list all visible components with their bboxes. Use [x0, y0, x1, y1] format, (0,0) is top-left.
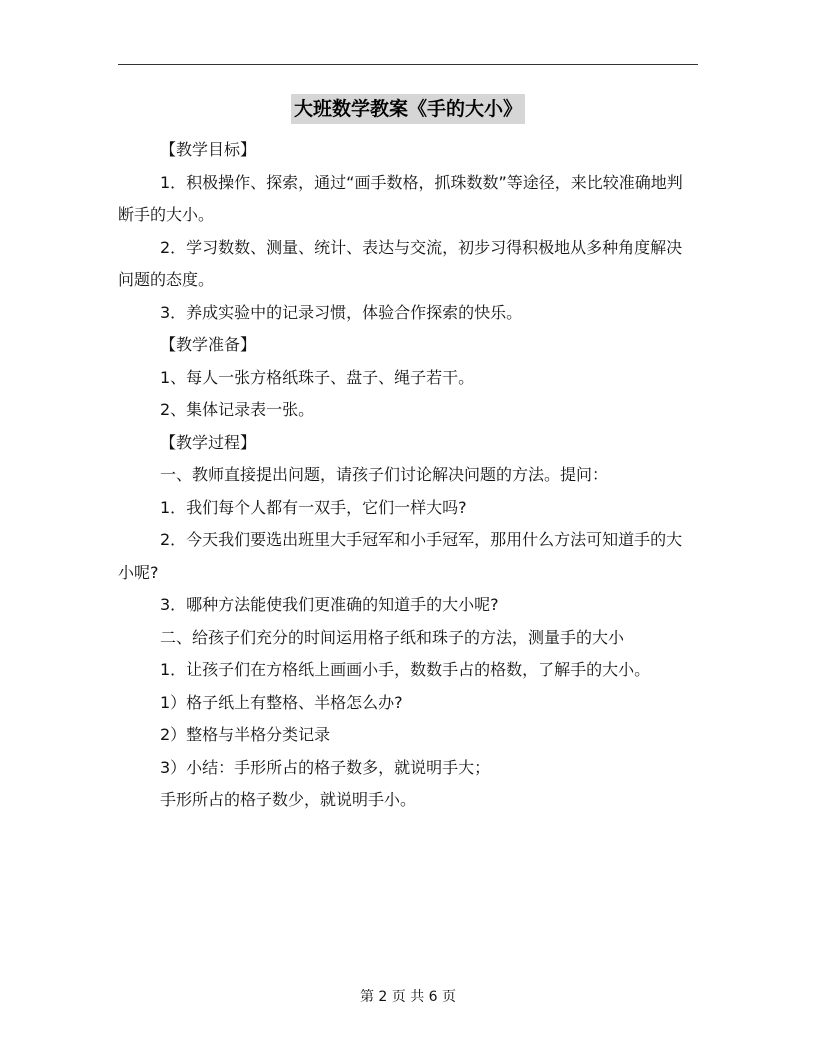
paragraph: 1、每人一张方格纸珠子、盘子、绳子若干。 — [160, 367, 475, 387]
paragraph: 3．哪种方法能使我们更准确的知道手的大小呢? — [160, 595, 499, 614]
document-body — [118, 134, 698, 817]
paragraph: 1）格子纸上有整格、半格怎么办? — [160, 692, 403, 712]
page-footer — [0, 986, 816, 1008]
document-title: 大班数学教案《手的大小》 — [291, 94, 525, 124]
paragraph: 3）小结：手形所占的格子数多，就说明手大； — [160, 757, 491, 777]
paragraph: 1．积极操作、探索，通过“画手数格，抓珠数数”等途径，来比较准确地判断手的大小。 — [118, 172, 683, 224]
paragraph: 1．我们每个人都有一双手，它们一样大吗? — [160, 497, 467, 517]
paragraph: 一、教师直接提出问题，请孩子们讨论解决问题的方法。提问： — [160, 465, 609, 484]
paragraph: 2．今天我们要选出班里大手冠军和小手冠军，那用什么方法可知道手的大小呢? — [118, 530, 683, 582]
paragraph: 手形所占的格子数少，就说明手小。 — [160, 790, 417, 809]
page-number-label: 第 2 页 共 6 页 — [359, 989, 457, 1005]
section-heading-objectives: 【教学目标】 — [160, 140, 257, 159]
title-container — [0, 94, 816, 124]
header-rule — [118, 64, 698, 65]
paragraph: 2）整格与半格分类记录 — [160, 725, 331, 744]
paragraph: 2、集体记录表一张。 — [160, 400, 315, 419]
section-heading-preparation: 【教学准备】 — [160, 335, 257, 354]
paragraph: 1．让孩子们在方格纸上画画小手，数数手占的格数，了解手的大小。 — [160, 660, 651, 679]
paragraph: 二、给孩子们充分的时间运用格子纸和珠子的方法，测量手的大小 — [160, 627, 625, 647]
paragraph: 2．学习数数、测量、统计、表达与交流，初步习得积极地从多种角度解决问题的态度。 — [118, 237, 683, 289]
paragraph: 3．养成实验中的记录习惯，体验合作探索的快乐。 — [160, 302, 523, 322]
section-heading-process: 【教学过程】 — [160, 432, 257, 452]
